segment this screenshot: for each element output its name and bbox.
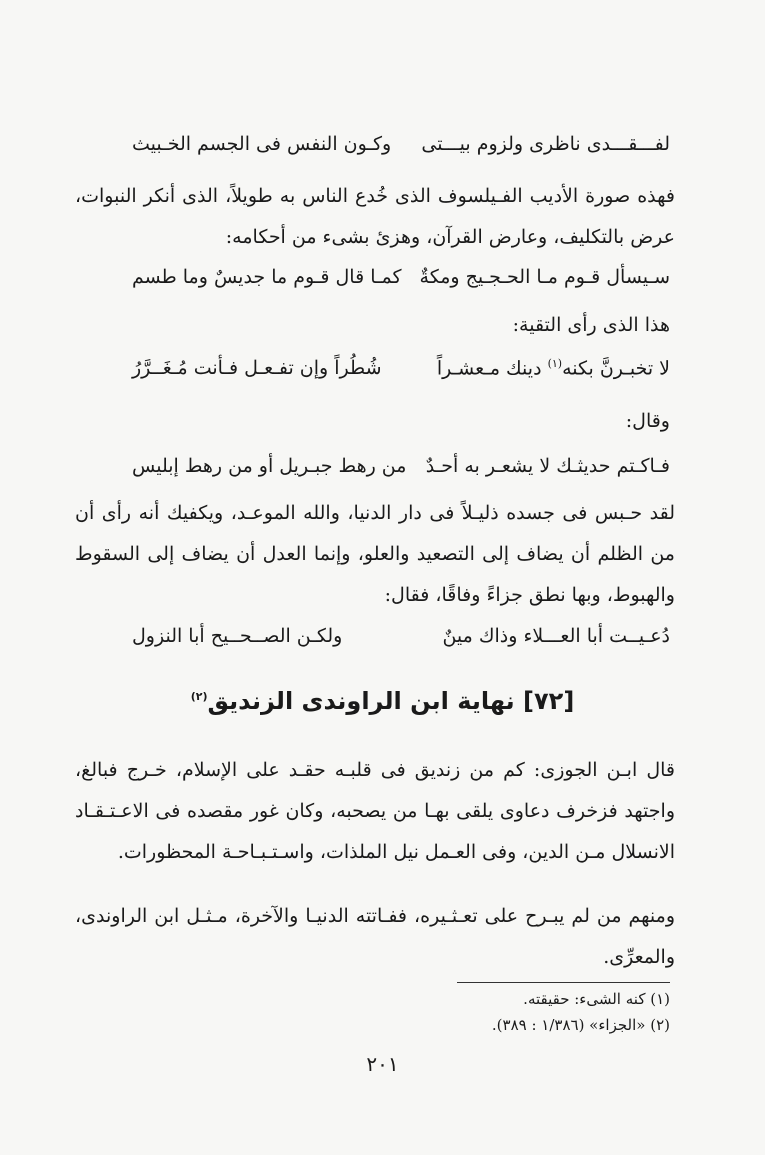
verse-5-first-hemistich: دُعـيــت أبا العـــلاء وذاك مينٌ (442, 625, 670, 647)
verse-4-first-hemistich: فـاكـتم حديثـك لا يشعـر به أحـدٌ (425, 455, 670, 477)
verse-1-second-hemistich: وكـون النفس فى الجسم الخـبيث (132, 133, 392, 155)
verse-1-first-hemistich: لفـــقـــدى ناظرى ولزوم بيـــتى (421, 133, 670, 155)
verse-2-first-hemistich: سـيسأل قـوم مـا الحـجـيج ومكةٌ (419, 266, 670, 288)
verse-3-text: لا تخبـرنَّ بكنه (562, 357, 670, 380)
verse-4-second-hemistich: من رهط جبـريل أو من رهط إبليس (132, 455, 407, 477)
paragraph-1: فهذه صورة الأديب الفـيلسوف الذى خُدع الناس به طويلاً، الذى أنكر النبوات، عرض بالتكليف، وعارض القرآن، وهزئ بشىء من أحكامه: (75, 185, 675, 248)
verse-4 (100, 455, 670, 495)
section-heading (0, 687, 765, 715)
verse-3-first-hemistich (437, 357, 670, 379)
verse-3 (100, 357, 670, 397)
footnote-marker-1: (١) (547, 357, 563, 370)
paragraph-3: قال ابـن الجوزى: كم من زنديق فى قلبـه حقـد على الإسلام، خـرج فبالغ، واجتهد فزخرف دعاوى يلقى بهـا من يصحبه، وكان غور مقصده فى الاعـتـقـاد الانسلال مـن الدين، وفى العـمل نيل الملذات، واسـتـبـاحـة المحظورات. (75, 759, 675, 863)
paragraph-2: لقد حـبس فى جسده ذليـلاً فى دار الدنيا، والله الموعـد، ويكفيك أنه رأى أن من الظلم أن يضاف إلى التصعيد والعلو، وإنما العدل أن يضاف إلى السقوط والهبوط، وبها نطق جزاءً وفاقًا، فقال: (75, 502, 675, 606)
verse-3-text-tail: دينك مـعشـراً (436, 357, 548, 380)
section-heading-text: [٧٢] نهاية ابن الراوندى الزنديق (207, 687, 575, 715)
intro-line-2: وقال: (625, 410, 670, 432)
verse-2 (100, 266, 670, 306)
verse-3-second-hemistich: شُطُراً وإن تفـعـل فـأنت مُـغَــرَّرُ (132, 357, 382, 379)
verse-2-second-hemistich: كمـا قال قـوم ما جديسٌ وما طسم (132, 266, 402, 288)
footnote-2: (٢) «الجزاء» (١/٣٨٦ : ٣٨٩). (491, 1016, 670, 1034)
footnote-divider (457, 982, 670, 983)
verse-1 (100, 133, 670, 173)
intro-line-1: هذا الذى رأى التقية: (512, 314, 670, 336)
footnote-1: (١) كنه الشىء: حقيقته. (523, 990, 670, 1008)
footnote-marker-2: (٢) (190, 690, 208, 703)
verse-5 (100, 625, 670, 665)
page-number: ٢٠١ (366, 1052, 399, 1076)
paragraph-4: ومنهم من لم يبـرح على تعـثـيره، ففـاتته الدنيـا والآخرة، مـثـل ابن الراوندى، والمعرِّى. (75, 905, 675, 968)
verse-5-second-hemistich: ولكـن الصــحــيح أبا النزول (132, 625, 343, 647)
